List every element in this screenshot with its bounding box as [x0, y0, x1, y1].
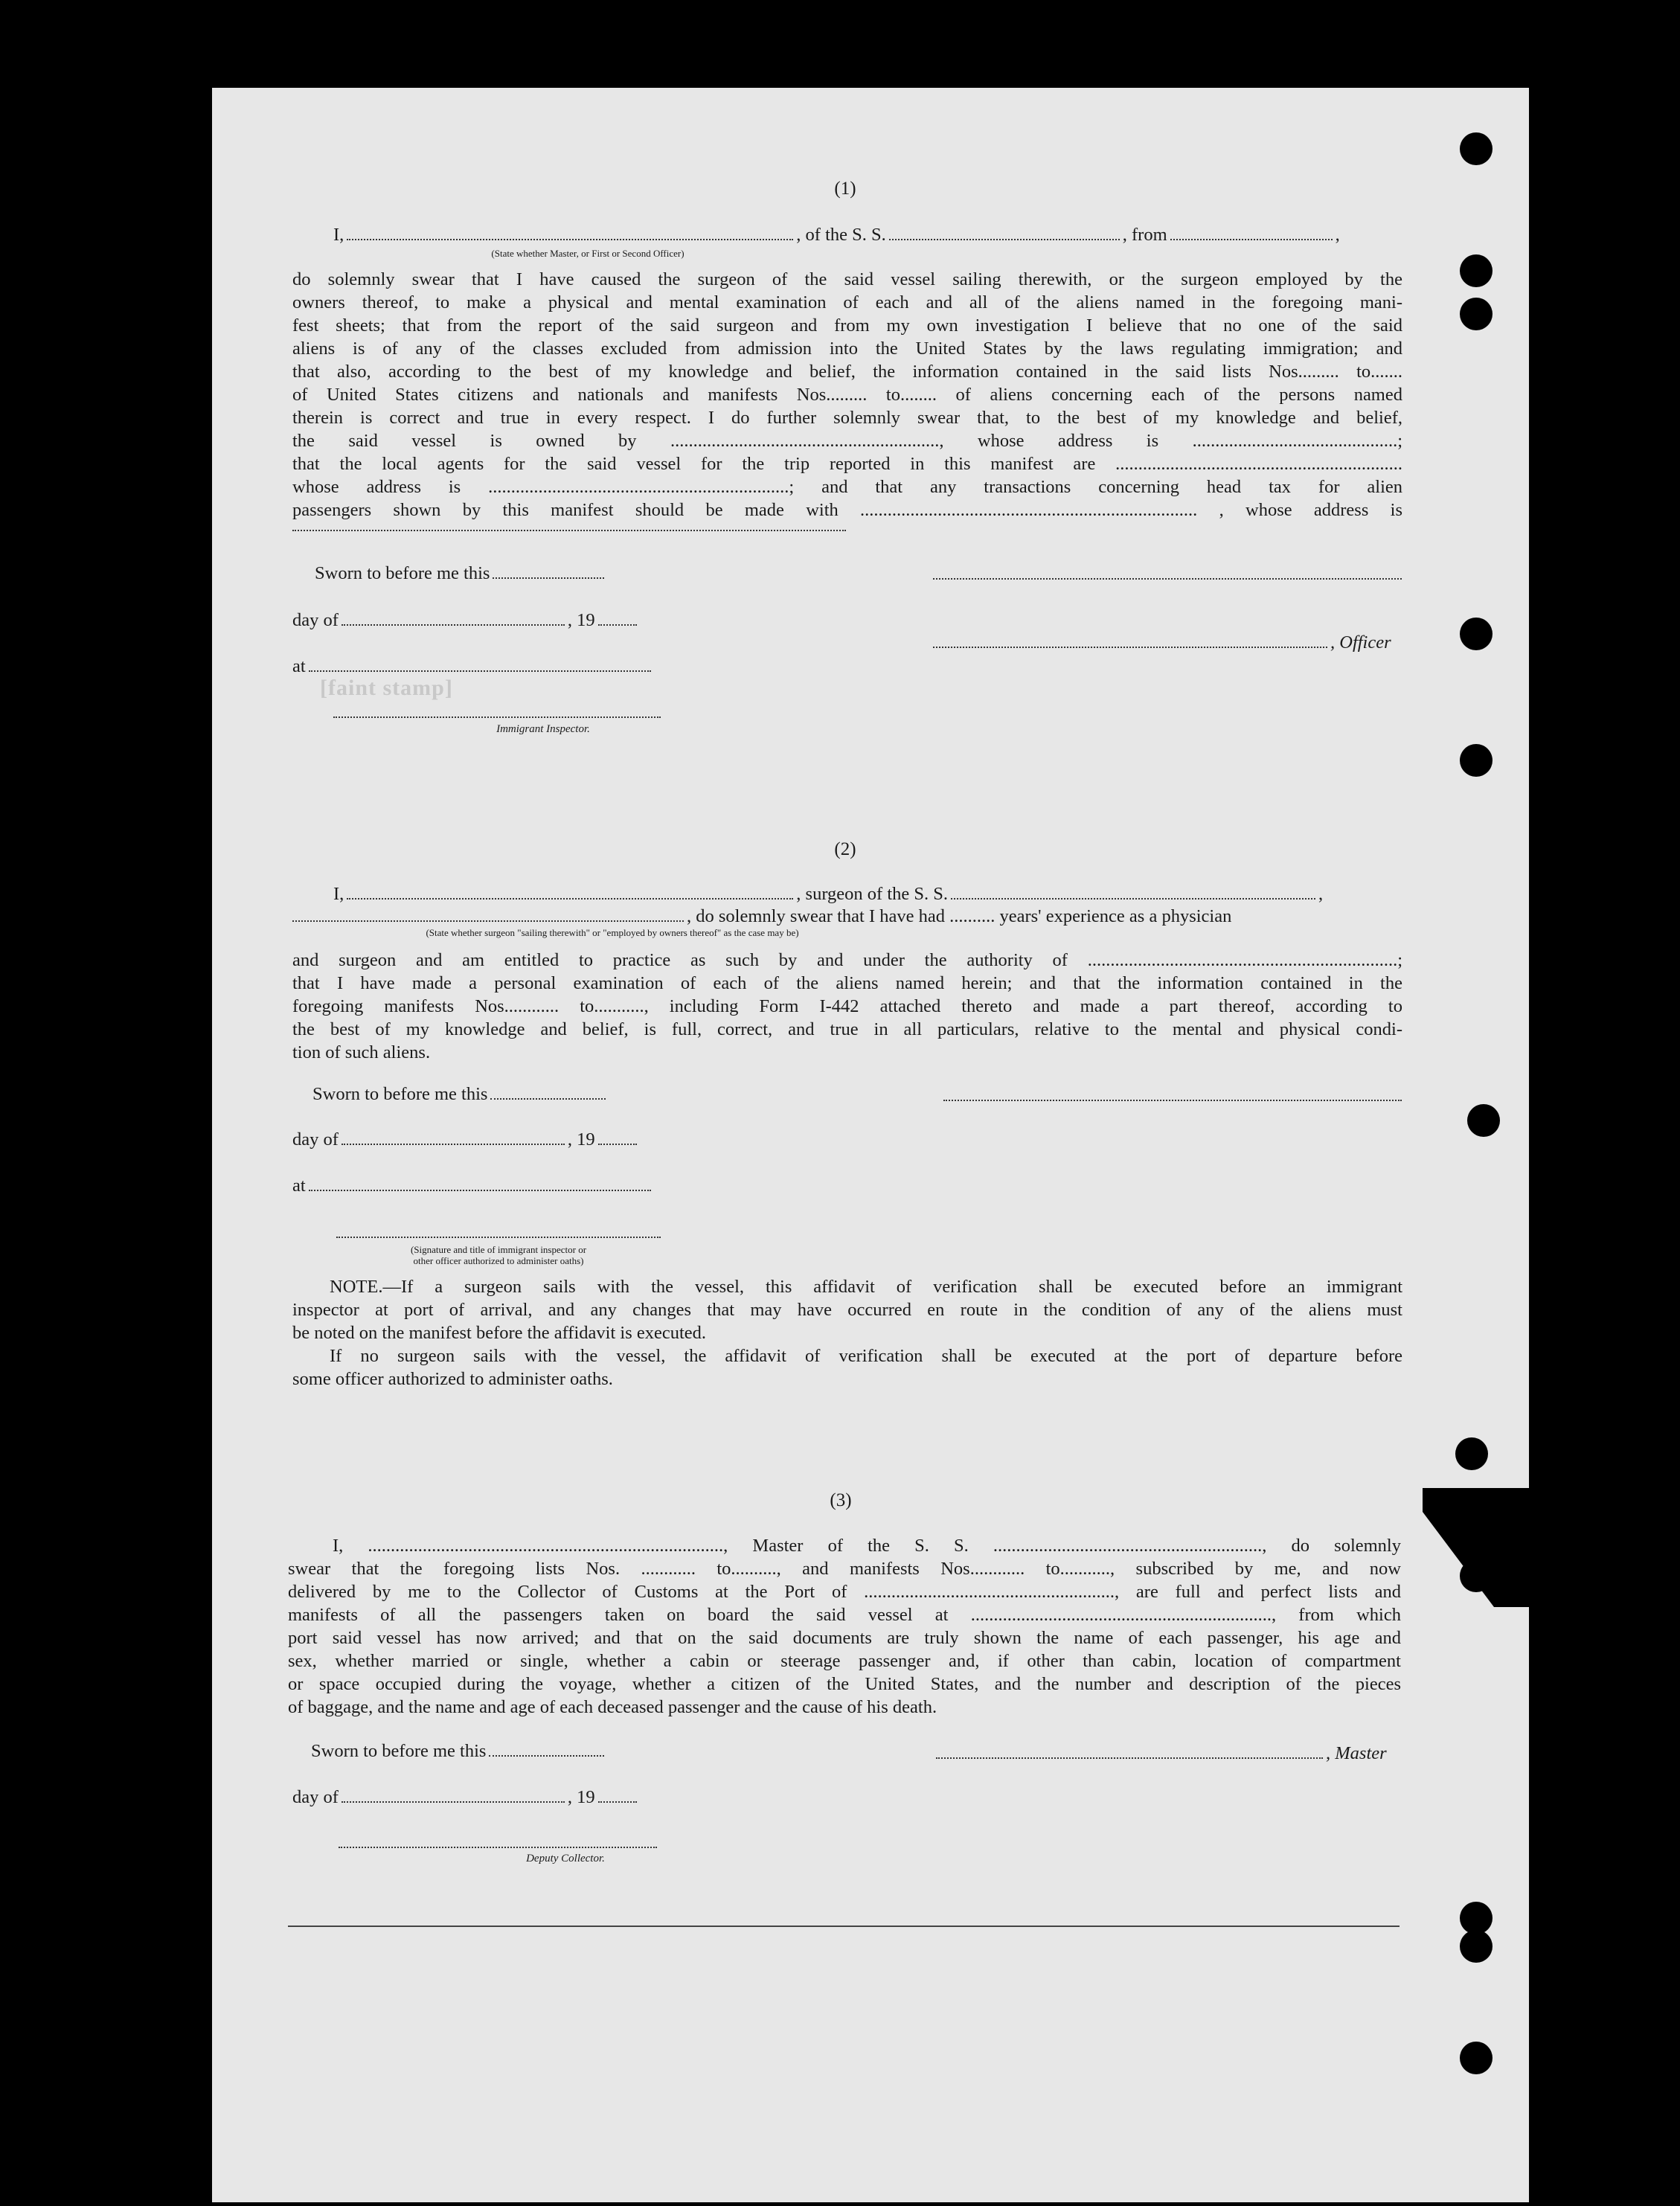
- master-signature: , Master: [936, 1743, 1387, 1764]
- surgeon-line: I, , surgeon of the S. S. ,: [333, 884, 1324, 904]
- day-line: day of , 19: [292, 610, 640, 631]
- day-line: day of , 19: [292, 1129, 640, 1150]
- officer-line: I, , of the S. S. , from ,: [333, 225, 1340, 245]
- punch-hole: [1460, 618, 1493, 650]
- deputy-line: [339, 1847, 657, 1848]
- signature-line: [933, 578, 1402, 580]
- section3-text: I, .............................................................................., Master of the S. S. ..........................................................., do solemnly swear that the foregoing lists Nos. ............ to.........., and manifests Nos............ to..........., subscribed by me, and now delivered by me to the Collector of Customs at the Port of ......................................................., are full and perfect lists and manifests of all the passengers taken on board the said vessel at .................................................................., from which port said vessel has now arrived; and that on the said documents are truly shown the name of each passenger, his age and sex, whether married or single, whether a cabin or steerage passenger and, if other than cabin, location of compartment or space occupied during the voyage, whether a citizen of the United States, and the number and description of the pieces of baggage, and the name and age of each deceased passenger and the cause of his death.: [288, 1536, 1401, 1717]
- signature-note: (Signature and title of immigrant inspector or other officer authorized to administer oaths): [410, 1244, 587, 1266]
- signature-line: [943, 1100, 1402, 1101]
- punch-hole: [1460, 744, 1493, 777]
- punch-hole: [1460, 298, 1493, 330]
- punch-hole: [1460, 1930, 1493, 1963]
- at-line: at: [292, 656, 654, 677]
- section2-text: and surgeon and am entitled to practice as such by and under the authority of ....................................................................; that I have made a personal examination of each of the aliens named herein; and that the information contained in the foregoing manifests Nos............ to..........., including Form I-442 attached thereto and made a part thereof, according to the best of my knowledge and belief, is full, correct, and true in all particulars, relative to the mental and physical condi- tion of such aliens.: [292, 950, 1402, 1062]
- section1-text: do solemnly swear that I have caused the surgeon of the said vessel sailing therewith, or the surgeon employed by the owners thereof, to make a physical and mental examination of each and all of the aliens named in the foregoing mani- fest sheets; that from the report of the said surgeon and from my own investigation I believe that no one of the said aliens is of any of the classes excluded from admission into the United States by the laws regulating immigration; and that also, according to the best of my knowledge and belief, the information contained in the said lists Nos......... to....... of United States citizens and nationals and manifests Nos......... to........ of aliens concerning each of the persons named therein is correct and true in every respect. I do further solemnly swear that, to the best of my knowledge and belief, the said vessel is owned by ..........................................................., whose address is .............................................; that the local agents for the said vessel for the trip reported in this manifest are ............................................................... whose address is ..................................................................; and that any transactions concerning head tax for alien passengers shown by this manifest should be made with .......................................................................... , whose address is: [292, 269, 1402, 520]
- sworn-line: Sworn to before me this: [315, 563, 607, 584]
- note-text: NOTE.—If a surgeon sails with the vessel, this affidavit of verification shall be executed before an immigrant inspector at port of arrival, and any changes that may have occurred en route in the condition of any of the aliens must be noted on the manifest before the affidavit is executed. If no surgeon sails with the vessel, the affidavit of verification shall be executed at the port of departure before some officer authorized to administer oaths.: [292, 1277, 1402, 1389]
- sworn-line: Sworn to before me this: [312, 1084, 609, 1105]
- section-number: (3): [830, 1490, 852, 1510]
- address-line: [292, 530, 846, 531]
- section-number: (2): [834, 839, 856, 859]
- officer-note: (State whether Master, or First or Second Officer): [491, 248, 684, 259]
- at-line: at: [292, 1176, 654, 1196]
- experience-line: , do solemnly swear that I have had .......... years' experience as a physician: [292, 906, 1231, 927]
- punch-hole: [1467, 1104, 1500, 1137]
- punch-hole: [1460, 254, 1493, 287]
- deputy-caption: Deputy Collector.: [526, 1853, 605, 1864]
- surgeon-note: (State whether surgeon "sailing therewith" or "employed by owners thereof" as the case may be): [426, 927, 799, 938]
- inspector-line: [333, 716, 661, 718]
- section-number: (1): [834, 179, 856, 199]
- day-line: day of , 19: [292, 1787, 640, 1808]
- punch-hole: [1455, 1437, 1488, 1470]
- punch-hole: [1460, 132, 1493, 165]
- bottom-rule: [288, 1926, 1400, 1927]
- sworn-line: Sworn to before me this: [311, 1741, 607, 1762]
- officer-signature: , Officer: [933, 632, 1391, 653]
- faint-stamp: [faint stamp]: [320, 676, 453, 700]
- punch-hole: [1460, 2042, 1493, 2074]
- inspector-line: [336, 1237, 661, 1238]
- inspector-caption: Immigrant Inspector.: [496, 723, 590, 735]
